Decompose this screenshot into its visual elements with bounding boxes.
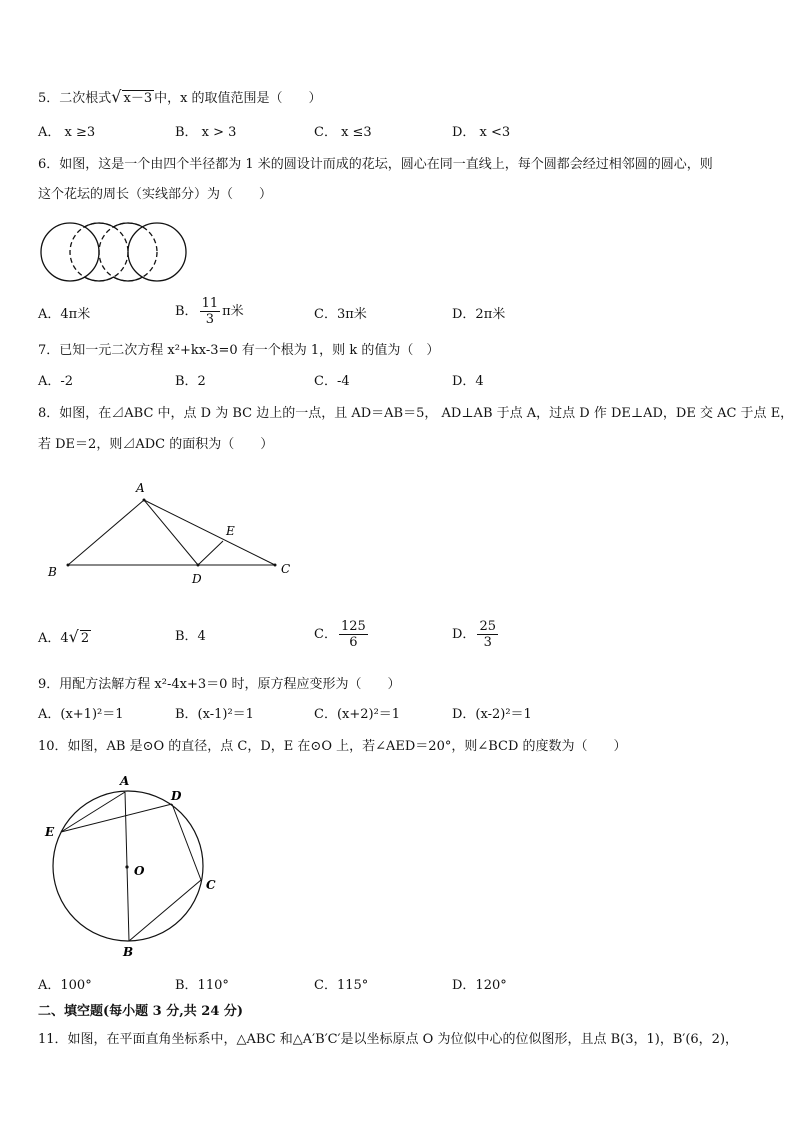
q10-circle-figure xyxy=(40,770,230,960)
q7-option-b[interactable]: B．2 xyxy=(175,374,206,389)
center-point xyxy=(125,865,128,868)
label-b: B xyxy=(123,945,134,959)
q6-flowerbed-figure xyxy=(38,218,193,288)
q8-triangle-figure xyxy=(40,476,310,586)
segment-ac xyxy=(144,500,275,565)
label-b: B xyxy=(48,565,57,579)
q8-option-d[interactable] xyxy=(452,619,500,650)
denominator: 3 xyxy=(205,312,214,327)
label-c: C xyxy=(206,878,216,892)
segment-dc xyxy=(172,804,201,880)
segment-ab xyxy=(68,500,144,565)
q10-stem: 10．如图，AB 是⊙O 的直径，点 C，D，E 在⊙O 上，若∠AED＝20°，则∠BCD 的度数为（ ） xyxy=(38,739,627,754)
q5-prefix: 5．二次根式 xyxy=(38,91,112,106)
q6-stem-line2: 这个花坛的周长（实线部分）为（ ） xyxy=(38,187,273,202)
q9-option-a[interactable]: A．(x+1)²＝1 xyxy=(38,707,124,722)
outline-bottom-arcs xyxy=(85,277,143,281)
q5-option-c[interactable]: C． x ≤3 xyxy=(314,125,372,140)
point-c xyxy=(274,564,277,567)
q7-option-a[interactable]: A．-2 xyxy=(38,374,74,389)
q8-option-a[interactable] xyxy=(38,628,91,648)
radical-sign: √ xyxy=(68,627,79,646)
radical-sign: √ xyxy=(111,87,122,106)
q8-option-c-prefix: C． xyxy=(314,627,337,642)
q6-stem-line1: 6．如图，这是一个由四个半径都为 1 米的圆设计而成的花坛，圆心在同一直线上，每个圆都会经过相邻圆的圆心，则 xyxy=(38,157,713,172)
label-d: D xyxy=(192,572,202,586)
q9-option-d[interactable]: D．(x-2)²＝1 xyxy=(452,707,532,722)
label-c: C xyxy=(281,562,291,576)
q8-stem-line2: 若 DE＝2，则⊿ADC 的面积为（ ） xyxy=(38,437,274,452)
point-b xyxy=(67,564,70,567)
q5-stem xyxy=(38,88,322,108)
q10-option-b[interactable]: B．110° xyxy=(175,978,229,993)
section-heading: 二、填空题(每小题 3 分,共 24 分) xyxy=(38,1004,244,1019)
segment-ed xyxy=(61,804,172,832)
q5-option-a[interactable]: A． x ≥3 xyxy=(38,125,96,140)
q5-option-b[interactable]: B． x > 3 xyxy=(175,125,237,140)
point-a xyxy=(143,499,146,502)
denominator: 6 xyxy=(349,635,358,650)
q6-option-a[interactable]: A．4π米 xyxy=(38,307,91,322)
q9-option-b[interactable]: B．(x-1)²＝1 xyxy=(175,707,254,722)
q5-radicand: x－3 xyxy=(123,91,153,106)
numerator: 11 xyxy=(201,296,219,311)
q8-option-d-prefix: D． xyxy=(452,627,476,642)
q8-option-a-coefficient: 4 xyxy=(60,631,69,646)
outline-top-arcs xyxy=(85,223,143,227)
q7-stem: 7．已知一元二次方程 x²+kx-3=0 有一个根为 1，则 k 的值为（ ） xyxy=(38,343,440,358)
q8-option-c[interactable] xyxy=(314,619,370,650)
fraction xyxy=(200,296,221,327)
q10-option-c[interactable]: C．115° xyxy=(314,978,369,993)
q5-option-d[interactable]: D． x <3 xyxy=(452,125,511,140)
segment-ad xyxy=(144,500,198,565)
label-o: O xyxy=(134,864,145,878)
q11-stem: 11．如图，在平面直角坐标系中，△ABC 和△A′B′C′是以坐标原点 O 为位似中心的位似图形，且点 B(3，1)，B′(6，2)， xyxy=(38,1032,739,1047)
q9-option-c[interactable]: C．(x+2)²＝1 xyxy=(314,707,401,722)
q8-option-a-radicand: 2 xyxy=(80,631,90,646)
q6-option-b-suffix: π米 xyxy=(222,304,244,319)
segment-ea xyxy=(61,792,125,832)
label-e: E xyxy=(226,524,235,538)
label-d: D xyxy=(171,789,182,803)
q10-option-d[interactable]: D．120° xyxy=(452,978,507,993)
label-a: A xyxy=(136,481,145,495)
q8-option-a-prefix: A． xyxy=(38,631,61,646)
numerator: 25 xyxy=(479,619,496,634)
q5-suffix: 中，x 的取值范围是（ ） xyxy=(154,91,322,106)
point-d xyxy=(197,564,200,567)
q6-option-b[interactable] xyxy=(175,296,244,327)
q8-option-b[interactable]: B．4 xyxy=(175,629,206,644)
q6-option-d[interactable]: D．2π米 xyxy=(452,307,506,322)
fraction xyxy=(339,619,368,650)
denominator: 3 xyxy=(483,635,492,650)
q8-stem-line1: 8．如图，在⊿ABC 中，点 D 为 BC 边上的一点，且 AD＝AB＝5， AD⊥AB 于点 A，过点 D 作 DE⊥AD，DE 交 AC 于点 E， xyxy=(38,406,794,421)
q9-stem: 9．用配方法解方程 x²-4x+3＝0 时，原方程应变形为（ ） xyxy=(38,677,401,692)
q6-option-c[interactable]: C．3π米 xyxy=(314,307,367,322)
label-a: A xyxy=(120,774,130,788)
label-e: E xyxy=(45,825,55,839)
segment-de xyxy=(198,541,223,565)
q7-option-c[interactable]: C．-4 xyxy=(314,374,350,389)
numerator: 125 xyxy=(340,619,366,634)
q10-option-a[interactable]: A．100° xyxy=(38,978,92,993)
fraction xyxy=(477,619,498,650)
q7-option-d[interactable]: D．4 xyxy=(452,374,484,389)
q6-option-b-prefix: B． xyxy=(175,304,198,319)
